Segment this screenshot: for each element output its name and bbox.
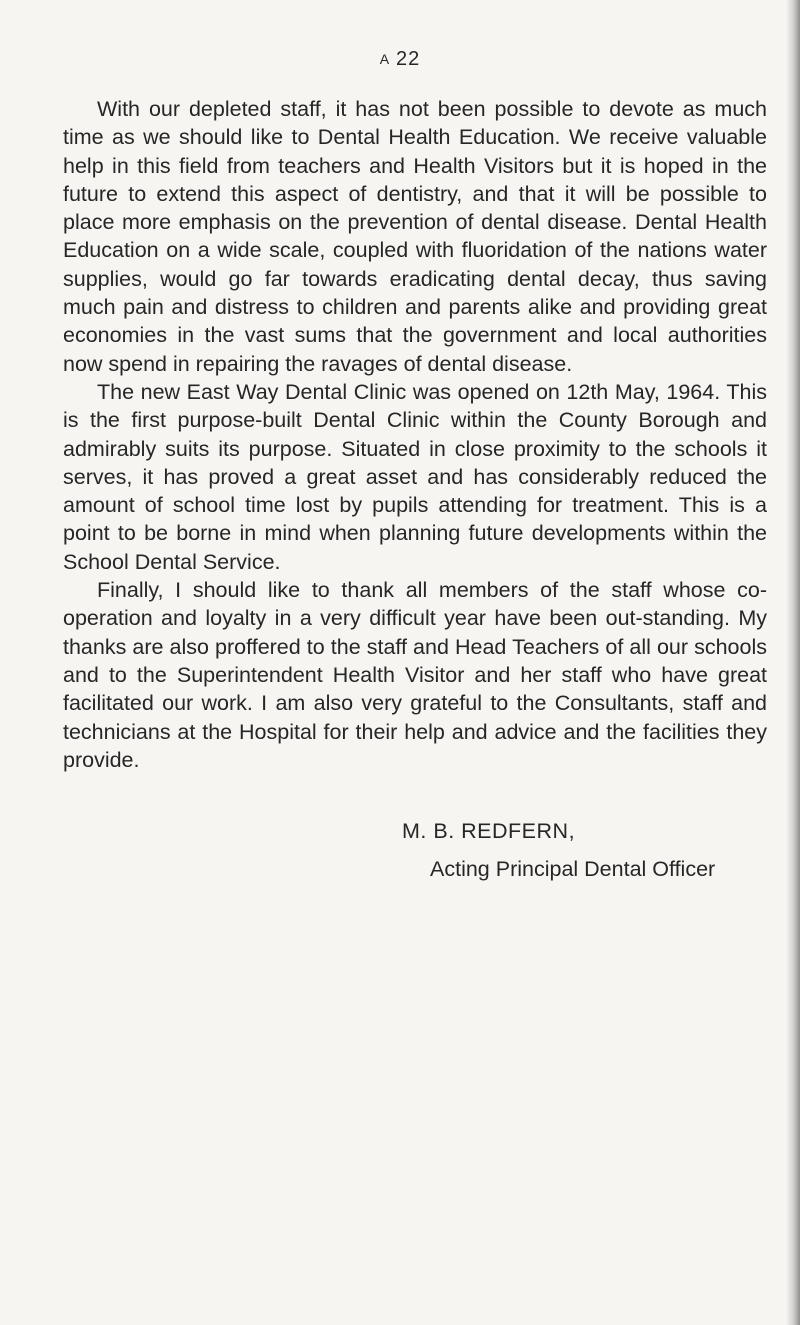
page-number (0, 47, 800, 71)
page-number-prefix: A (379, 51, 391, 67)
page-edge-shadow (786, 0, 800, 1325)
signature-name: M. B. REDFERN, (402, 819, 576, 843)
document-body (63, 95, 767, 774)
paragraph-east-way-clinic: The new East Way Dental Clinic was opened on 12th May, 1964. This is the first purpose-built Dental Clinic within the County Borough and admirably suits its purpose. Situated in close proximity to the schools it serves, it has proved a great asset and has considerably reduced the amount of school time lost by pupils attending for treatment. This is a point to be borne in mind when planning future developments within the School Dental Service. (63, 379, 767, 574)
paragraph-acknowledgements: Finally, I should like to thank all members of the staff whose co-operation and loyalty in a very difficult year have been out-standing. My thanks are also proffered to the staff and Head Teachers of all our schools and to the Superintendent Health Visitor and her staff who have great facilitated our work. I am also very grateful to the Consultants, staff and technicians at the Hospital for their help and advice and the facilities they provide. (63, 578, 767, 772)
signature-title: Acting Principal Dental Officer (430, 857, 716, 881)
paragraph-dental-health-education: With our depleted staff, it has not been possible to devote as much time as we should like to Dental Health Education. We receive valuable help in this field from teachers and Health Visitors but it is hoped in the future to extend this aspect of dentistry, and that it will be possible to place more emphasis on the prevention of dental disease. Dental Health Education on a wide scale, coupled with fluoridation of the nations water supplies, would go far towards eradicating dental decay, thus saving much pain and distress to children and parents alike and providing great economies in the vast sums that the government and local authorities now spend in repairing the ravages of dental disease. (63, 97, 767, 376)
page-number-value: 22 (396, 48, 421, 70)
